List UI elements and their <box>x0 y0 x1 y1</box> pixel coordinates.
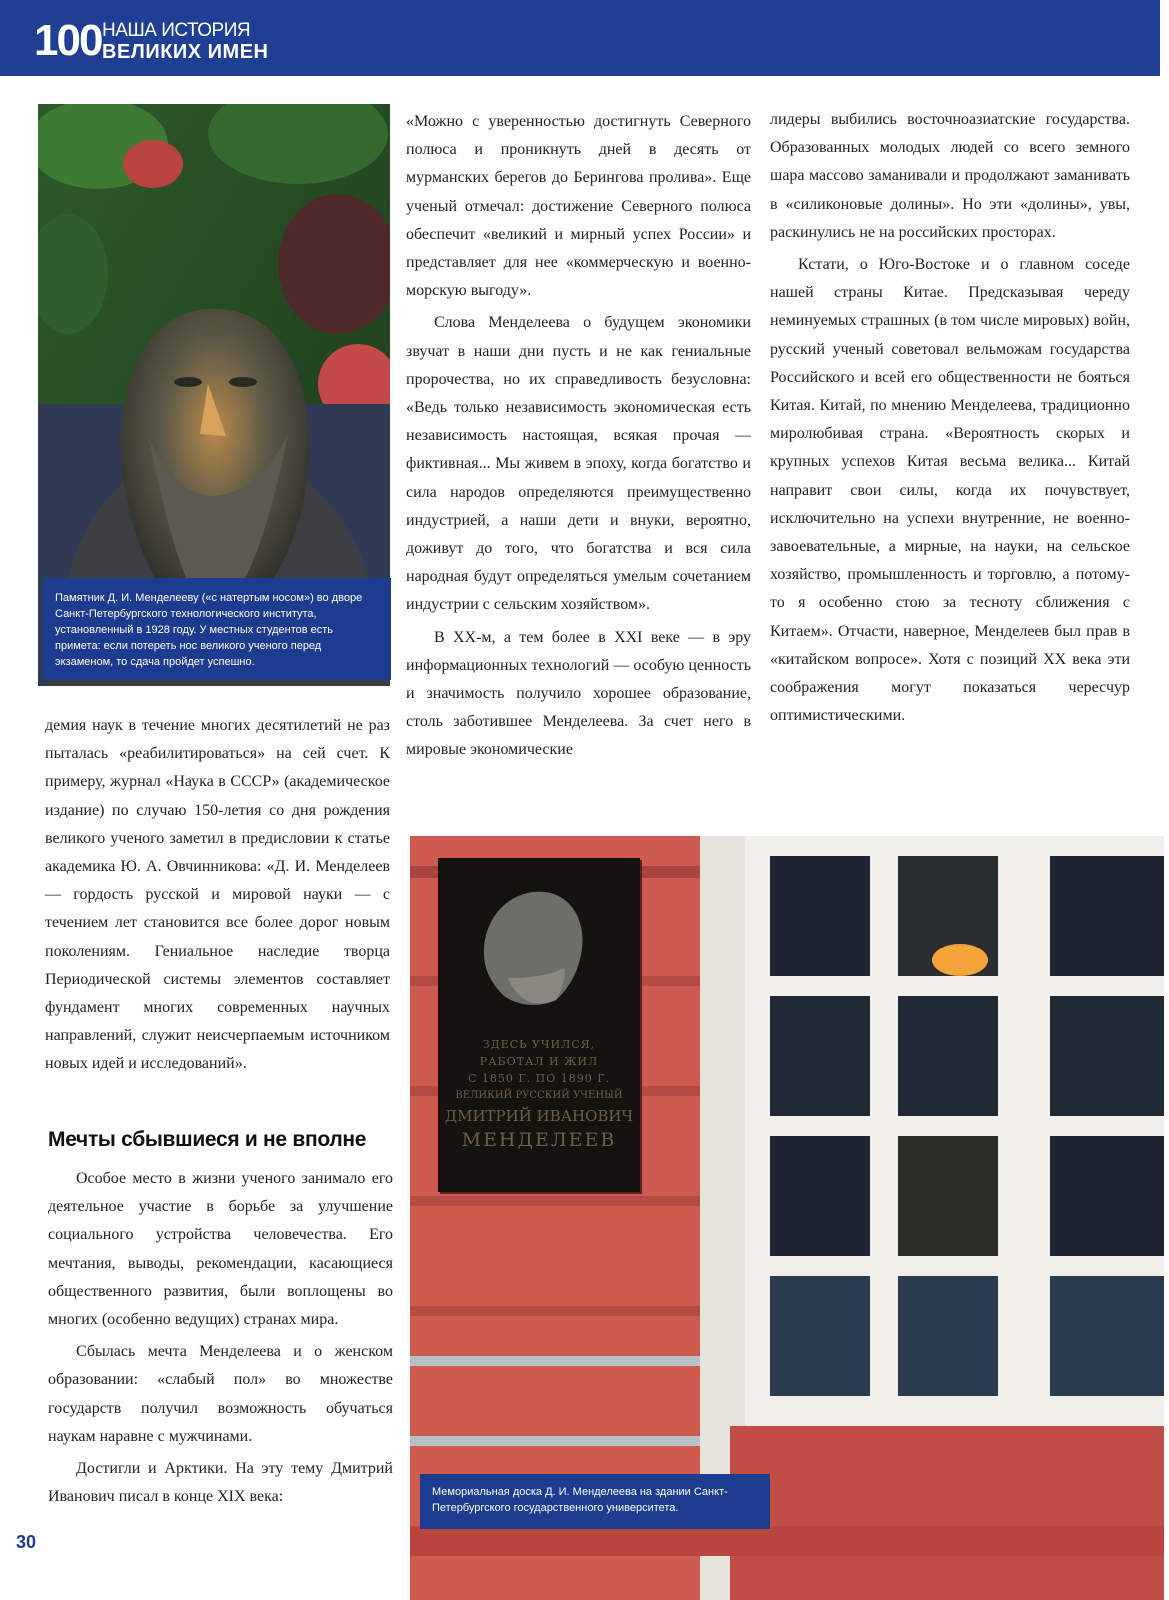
paragraph: «Можно с уверенностью достигнуть Северного полюса и проникнуть дней в десять от мурманских берегов до Берингова пролива». Еще ученый отмечал: достижение Северного полюса обеспечит «великий и мирный успех России» и представляет для нее «коммерческую и военно-морскую выгоду». <box>406 113 751 300</box>
photo-caption-monument: Памятник Д. И. Менделееву («с натертым носом») во дворе Санкт-Петербургского технологического института, установленный в 1928 году. У местных студентов есть примета: если потереть нос великого ученого перед экзаменом, то сдача пройдет успешно. <box>43 578 391 680</box>
column-1-top <box>45 712 390 1079</box>
paragraph: Кстати, о Юго-Востоке и о главном соседе нашей страны Китае. Предсказывая череду неминуемых страшных (в том числе мировых) войн, русский ученый советовал вельможам государства Российского и всей его общественности не бояться Китая. Китай, по мнению Менделеева, традиционно миролюбивая страна. «Вероятность скорых и крупных успехов Китая весьма велика... Китай направит свои силы, когда их почувствует, исключительно на успехи внутренние, не военно-завоевательные, а мирные, на науки, на сельское хозяйство, промышленность и торговлю, а потому-то я особенно стою за тесноту сближения с Китаем». Отчасти, наверное, Менделеев был прав в «китайском вопросе». Хотя с позиций XX века эти соображения могут показаться чересчур оптимистическими. <box>770 256 1130 725</box>
paragraph: Достигли и Арктики. На эту тему Дмитрий Иванович писал в конце XIX века: <box>48 1460 393 1506</box>
logo-number: 100 <box>34 16 102 65</box>
logo-title-line2: ВЕЛИКИХ ИМЕН <box>102 41 269 63</box>
plaque-line: ДМИТРИЙ ИВАНОВИЧ <box>444 1107 634 1125</box>
logo-title-line1: НАША ИСТОРИЯ <box>102 20 251 41</box>
plaque-line: МЕНДЕЛЕЕВ <box>461 1129 617 1151</box>
column-2 <box>406 108 751 765</box>
page-number: 30 <box>16 1532 37 1552</box>
paragraph: Особое место в жизни ученого занимало его деятельное участие в борьбе за улучшение социального устройства человечества. Его мечтания, выводы, рекомендации, касающиеся общественного развития, были воплощены во многих (особенно ведущих) странах мира. <box>48 1170 393 1329</box>
paragraph: лидеры выбились восточноазиатские государства. Образованных молодых людей со всего земного шара массово заманивали и продолжают заманивать в «силиконовые долины». Но эти «долины», увы, раскинулись не на российских просторах. <box>770 111 1130 241</box>
section-heading: Мечты сбывшиеся и не вполне <box>48 1128 367 1151</box>
plaque-line: С 1850 Г. ПО 1890 Г. <box>467 1072 611 1085</box>
paragraph: демия наук в течение многих десятилетий не раз пыталась «реабилитироваться» на сей счет. К примеру, журнал «Наука в СССР» (академическое издание) по случаю 150-летия со дня рождения великого ученого заметил в предисловии к статье академика Ю. А. Овчинникова: «Д. И. Менделеев — гордость русской и мировой науки — с течением лет становится все более дорог новым поколениям. Гениальное наследие творца Периодической системы элементов составляет фундамент многих современных научных направлений, служит неисчерпаемым источником новых идей и исследований». <box>45 717 390 1073</box>
plaque-line: ВЕЛИКИЙ РУССКИЙ УЧЕНЫЙ <box>455 1090 623 1101</box>
paragraph: Сбылась мечта Менделеева и о женском образовании: «слабый пол» во множестве государств получил возможность обучаться наукам наравне с мужчинами. <box>48 1343 393 1445</box>
photo-caption-plaque: Мемориальная доска Д. И. Менделеева на здании Санкт-Петербургского государственного университета. <box>420 1474 770 1529</box>
relief-portrait-icon <box>438 858 640 1018</box>
plaque-line: РАБОТАЛ И ЖИЛ <box>479 1055 599 1068</box>
column-1-bottom <box>48 1165 393 1511</box>
paragraph: В XX-м, а тем более в XXI веке — в эру информационных технологий — особую ценность и значимость получило хорошее образование, столь заботившее Менделеева. За счет него в мировые экономические <box>406 628 751 759</box>
plaque-inscription <box>438 1036 640 1152</box>
memorial-plaque <box>438 858 640 1192</box>
plaque-line: ЗДЕСЬ УЧИЛСЯ, <box>482 1038 596 1051</box>
paragraph: Слова Менделеева о будущем экономики звучат в наши дни пусть и не как гениальные пророчества, но их справедливость безусловна: «Ведь только независимость экономическая есть независимость настоящая, всякая прочая — фиктивная... Мы живем в эпоху, когда богатство и сила народов определяются преимущественно индустрией, а наши дети и внуки, вероятно, доживут до того, что богатства и вся сила народная будут определяться умелым сочетанием индустрии с сельским хозяйством». <box>406 314 751 614</box>
column-3 <box>770 106 1130 730</box>
